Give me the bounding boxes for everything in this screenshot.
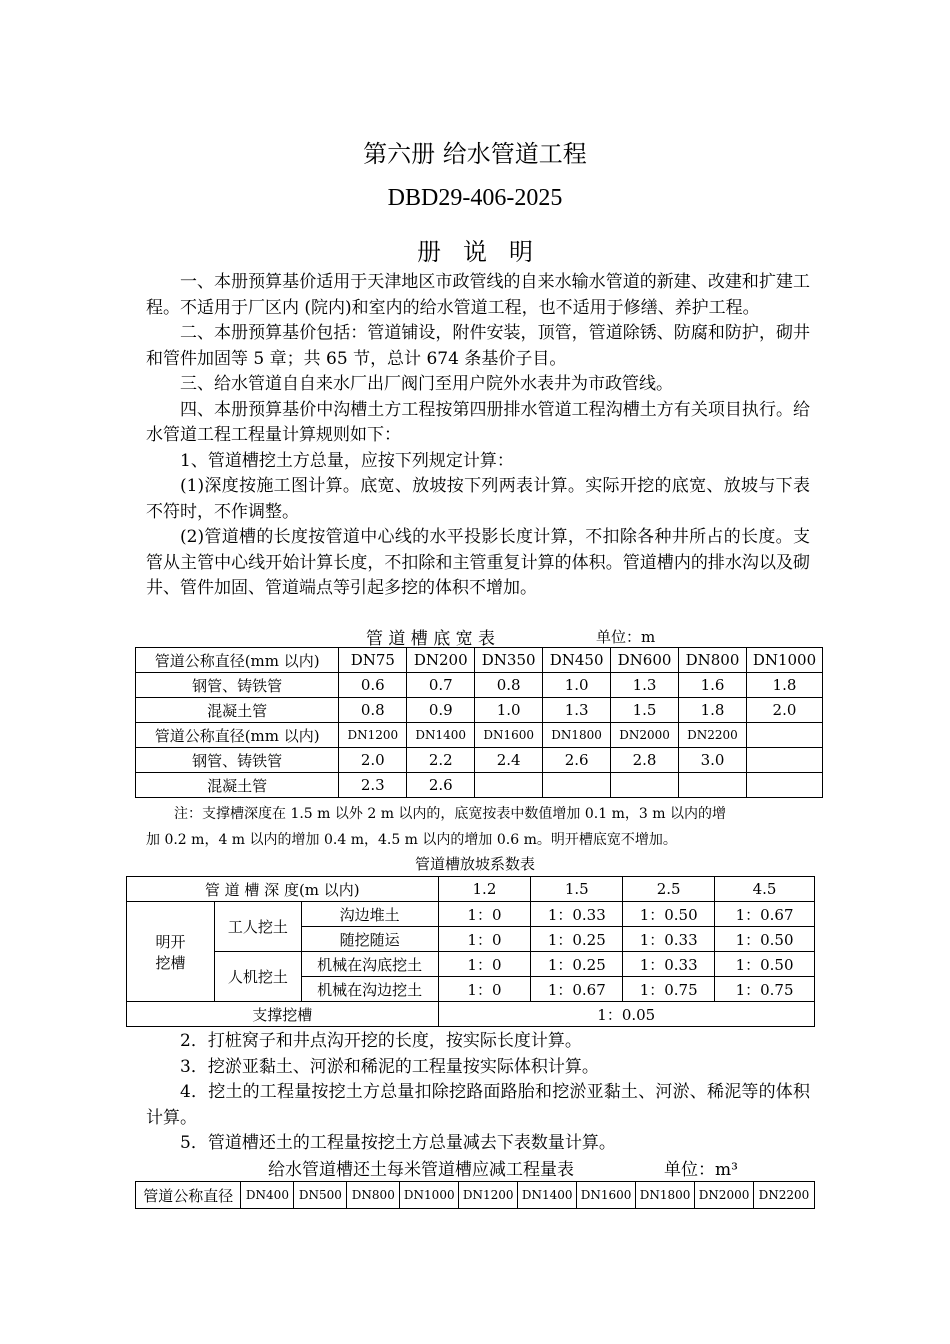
table-row (136, 773, 823, 798)
depth-col: 4.5 (715, 877, 815, 902)
paragraph: (1)深度按施工图计算。底宽、放坡按下列两表计算。实际开挖的底宽、放坡与下表不符时，不作调整。 (146, 476, 810, 522)
table-cell: 2.3 (339, 773, 407, 798)
table-cell: DN1200 (339, 723, 407, 748)
table-cell: 3.0 (679, 748, 747, 773)
table-cell: 1.8 (746, 673, 822, 698)
open-cut-group: 明开挖槽 (127, 902, 215, 1002)
table1-caption: 管 道 槽 底 宽 表 (366, 629, 496, 649)
bottom-width-table (135, 647, 823, 798)
method-label: 沟边堆土 (301, 902, 438, 927)
note-line: 加 0.2 m，4 m 以内的增加 0.4 m，4.5 m 以内的增加 0.6 m。明开槽底宽不增加。 (146, 832, 677, 848)
table-cell: 1.8 (679, 698, 747, 723)
paragraph: 2．打桩窝子和井点沟开挖的长度，按实际长度计算。 (180, 1031, 582, 1051)
intro-text (146, 270, 810, 602)
table1-note (146, 801, 814, 853)
table-cell: DN350 (475, 648, 543, 673)
standard-code: DBD29-406-2025 (387, 185, 563, 211)
table-cell: DN2000 (611, 723, 679, 748)
table-cell (543, 773, 611, 798)
table-cell: DN1800 (543, 723, 611, 748)
table-cell (679, 773, 747, 798)
machine-dig-group: 人机挖土 (214, 952, 301, 1002)
slope-value: 1：0 (438, 927, 531, 952)
table-cell: 1.0 (543, 673, 611, 698)
table-cell: DN2200 (679, 723, 747, 748)
table-cell (746, 773, 822, 798)
table-row (136, 648, 823, 673)
table-cell: 1.3 (611, 673, 679, 698)
slope-value: 1：0.75 (623, 977, 715, 1002)
method-label: 随挖随运 (301, 927, 438, 952)
table-cell: 1.0 (475, 698, 543, 723)
paragraph: 三、给水管道自自来水厂出厂阀门至用户院外水表井为市政管线。 (180, 374, 673, 394)
row-label: 管道公称直径(mm 以内) (136, 723, 339, 748)
method-label: 机械在沟底挖土 (301, 952, 438, 977)
paragraph: (2)管道槽的长度按管道中心线的水平投影长度计算，不扣除各种井所占的长度。支管从主管中心线开始计算长度，不扣除和主管重复计算的体积。管道槽内的排水沟以及砌井、管件加固、管道端点等引起多挖的体积不增加。 (146, 527, 810, 598)
support-value: 1：0.05 (438, 1002, 814, 1027)
paragraph: 二、本册预算基价包括：管道铺设，附件安装，顶管，管道除锈、防腐和防护，砌井和管件加固等 5 章；共 65 节，总计 674 条基价子目。 (146, 323, 810, 369)
slope-value: 1：0.33 (623, 952, 715, 977)
table-cell: 1.5 (611, 698, 679, 723)
slope-value: 1：0.50 (623, 902, 715, 927)
slope-value: 1：0 (438, 977, 531, 1002)
slope-value: 1：0.25 (531, 952, 623, 977)
table-cell: 0.6 (339, 673, 407, 698)
table-cell: DN600 (611, 648, 679, 673)
table3-unit: 单位：m³ (664, 1160, 738, 1180)
table-cell: DN75 (339, 648, 407, 673)
table-cell: 2.6 (407, 773, 475, 798)
depth-col: 1.5 (531, 877, 623, 902)
table-cell: DN1400 (518, 1182, 577, 1209)
table-cell: 0.8 (475, 673, 543, 698)
slope-value: 1：0.25 (531, 927, 623, 952)
table-cell: DN400 (241, 1182, 294, 1209)
slope-value: 1：0 (438, 952, 531, 977)
slope-value: 1：0.50 (715, 952, 815, 977)
slope-value: 1：0 (438, 902, 531, 927)
table-cell: DN1600 (475, 723, 543, 748)
slope-value: 1：0.33 (623, 927, 715, 952)
paragraph: 四、本册预算基价中沟槽土方工程按第四册排水管道工程沟槽土方有关项目执行。给水管道工程工程量计算规则如下： (146, 399, 810, 445)
table-cell: DN1600 (577, 1182, 636, 1209)
note-line: 注：支撑槽深度在 1.5 m 以外 2 m 以内的，底宽按表中数值增加 0.1 m，3 m 以内的增 (174, 806, 726, 822)
depth-header: 管 道 槽 深 度(m 以内) (127, 877, 439, 902)
paragraph: 5．管道槽还土的工程量按挖土方总量减去下表数量计算。 (180, 1133, 616, 1153)
table-cell: 1.6 (679, 673, 747, 698)
support-label: 支撑挖槽 (127, 1002, 439, 1027)
table3-caption: 给水管道槽还土每米管道槽应减工程量表 (268, 1160, 574, 1180)
slope-value: 1：0.67 (531, 977, 623, 1002)
table-cell: 1.3 (543, 698, 611, 723)
table-row (136, 748, 823, 773)
table-row (136, 1182, 815, 1209)
table-cell: DN500 (294, 1182, 347, 1209)
table-cell: DN2000 (695, 1182, 754, 1209)
rules-text (146, 1029, 810, 1157)
row-label: 混凝土管 (136, 773, 339, 798)
row-label: 钢管、铸铁管 (136, 748, 339, 773)
table-row (136, 698, 823, 723)
paragraph: 1、管道槽挖土方总量，应按下列规定计算： (180, 450, 514, 471)
row-label: 管道公称直径 (136, 1182, 241, 1209)
table-cell: DN200 (407, 648, 475, 673)
table-cell: DN1000 (400, 1182, 459, 1209)
table-cell: DN800 (679, 648, 747, 673)
table-cell: 0.8 (339, 698, 407, 723)
depth-col: 1.2 (438, 877, 531, 902)
backfill-deduction-table (135, 1181, 815, 1209)
volume-title: 第六册 给水管道工程 (363, 140, 587, 168)
table-cell (475, 773, 543, 798)
row-label: 管道公称直径(mm 以内) (136, 648, 339, 673)
paragraph: 4．挖土的工程量按挖土方总量扣除挖路面路胎和挖淤亚黏土、河淤、稀泥等的体积计算。 (146, 1082, 810, 1128)
slope-value: 1：0.67 (715, 902, 815, 927)
paragraph: 一、本册预算基价适用于天津地区市政管线的自来水输水管道的新建、改建和扩建工程。不适用于厂区内 (院内)和室内的给水管道工程，也不适用于修缮、养护工程。 (146, 272, 810, 318)
table-cell: 2.4 (475, 748, 543, 773)
table-cell (746, 748, 822, 773)
table-row (136, 673, 823, 698)
table-cell: DN800 (347, 1182, 400, 1209)
table-cell: DN1800 (636, 1182, 695, 1209)
table-cell (611, 773, 679, 798)
table-cell: 2.0 (746, 698, 822, 723)
table2-caption: 管道槽放坡系数表 (414, 855, 535, 873)
depth-col: 2.5 (623, 877, 715, 902)
manual-dig-group: 工人挖土 (214, 902, 301, 952)
table-cell: DN450 (543, 648, 611, 673)
table-row (136, 723, 823, 748)
table-cell: 2.6 (543, 748, 611, 773)
method-label: 机械在沟边挖土 (301, 977, 438, 1002)
paragraph: 3．挖淤亚黏土、河淤和稀泥的工程量按实际体积计算。 (180, 1056, 599, 1077)
table-cell (746, 723, 822, 748)
row-label: 混凝土管 (136, 698, 339, 723)
table-cell: DN1000 (746, 648, 822, 673)
section-heading: 册说明 (417, 238, 555, 266)
slope-value: 1：0.50 (715, 927, 815, 952)
table-cell: DN1400 (407, 723, 475, 748)
table-cell: 2.2 (407, 748, 475, 773)
table-cell: 0.9 (407, 698, 475, 723)
table-cell: 2.8 (611, 748, 679, 773)
table-cell: DN1200 (459, 1182, 518, 1209)
slope-coefficient-table (126, 876, 815, 1027)
table-cell: 2.0 (339, 748, 407, 773)
row-label: 钢管、铸铁管 (136, 673, 339, 698)
slope-value: 1：0.33 (531, 902, 623, 927)
table-cell: DN2200 (754, 1182, 815, 1209)
table1-unit: 单位：m (596, 628, 656, 646)
slope-value: 1：0.75 (715, 977, 815, 1002)
table-cell: 0.7 (407, 673, 475, 698)
